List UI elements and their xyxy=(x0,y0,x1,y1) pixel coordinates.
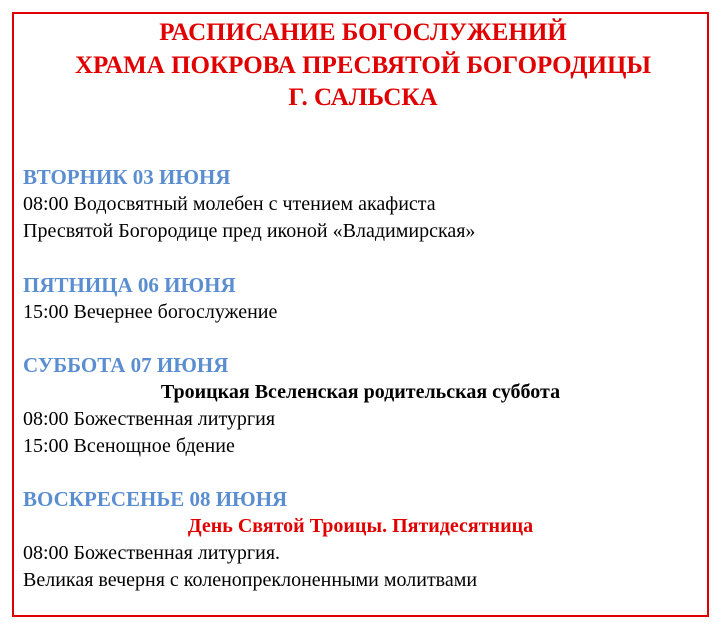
service-line: 08:00 Водосвятный молебен с чтением акафиста xyxy=(23,193,436,215)
service-line: Великая вечерня с коленопреклоненными молитвами xyxy=(23,569,478,591)
service-line: 08:00 Божественная литургия xyxy=(23,408,276,430)
day-heading-sunday: ВОСКРЕСЕНЬЕ 08 ИЮНЯ xyxy=(23,487,288,511)
feast-title-sunday: День Святой Троицы. Пятидесятница xyxy=(187,515,534,537)
day-heading-friday: ПЯТНИЦА 06 ИЮНЯ xyxy=(23,273,236,297)
service-line: 15:00 Всенощное бдение xyxy=(23,435,235,457)
service-line: 08:00 Божественная литургия. xyxy=(23,542,281,564)
day-heading-saturday: СУББОТА 07 ИЮНЯ xyxy=(23,353,229,377)
feast-title-saturday: Троицкая Вселенская родительская суббота xyxy=(160,381,561,403)
service-line: Пресвятой Богородице пред иконой «Владимирская» xyxy=(23,220,476,242)
schedule-title-line-1: РАСПИСАНИЕ БОГОСЛУЖЕНИЙ xyxy=(159,19,567,46)
schedule-title-line-2: ХРАМА ПОКРОВА ПРЕСВЯТОЙ БОГОРОДИЦЫ xyxy=(75,52,651,79)
service-line: 15:00 Вечернее богослужение xyxy=(23,301,278,323)
day-heading-tuesday: ВТОРНИК 03 ИЮНЯ xyxy=(23,165,231,189)
schedule-title-line-3: Г. САЛЬСКА xyxy=(288,84,438,111)
